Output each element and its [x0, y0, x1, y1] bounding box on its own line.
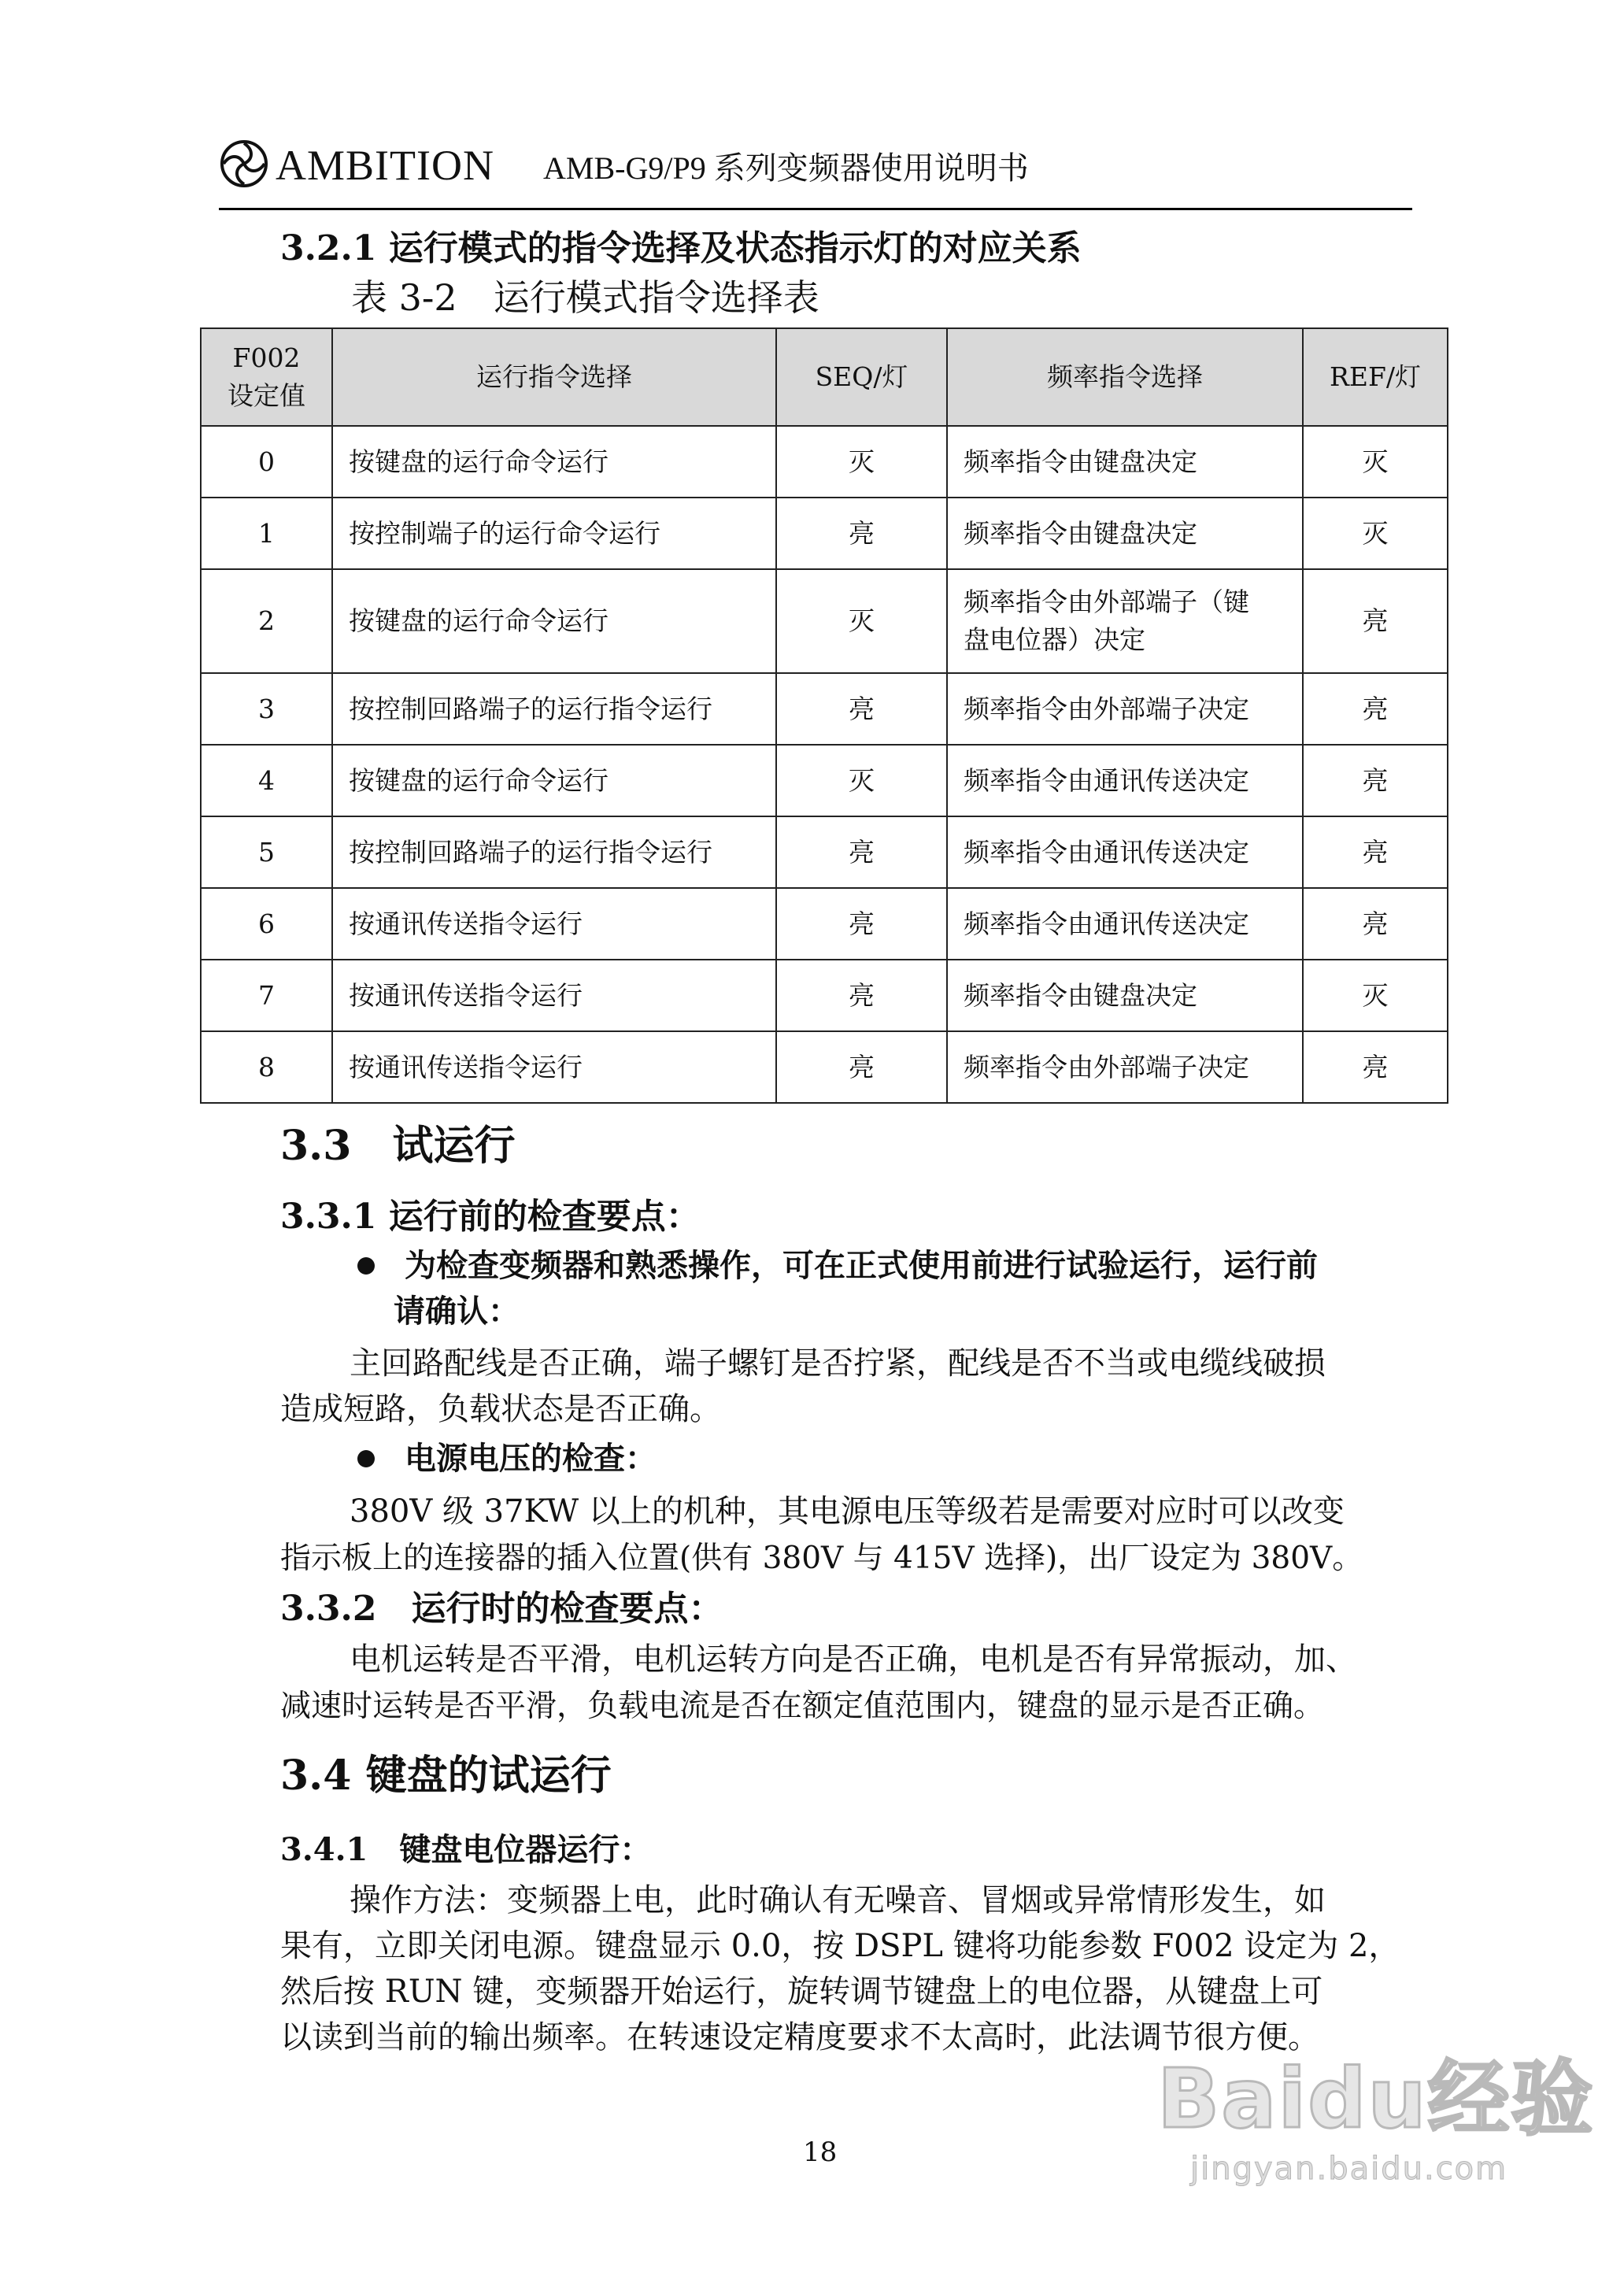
cell-freq-command: 频率指令由通讯传送决定	[947, 816, 1303, 888]
header-run-command: 运行指令选择	[332, 328, 776, 426]
cell-freq-command: 频率指令由键盘决定	[947, 960, 1303, 1031]
cell-run-command: 按键盘的运行命令运行	[332, 745, 776, 816]
ambition-logo-icon	[219, 139, 269, 189]
bullet-1-line-2: 请确认：	[394, 1293, 520, 1330]
table-row	[201, 498, 1448, 569]
cell-ref: 灭	[1303, 426, 1448, 498]
cell-ref: 灭	[1303, 498, 1448, 569]
header-f002-line2: 设定值	[228, 380, 305, 411]
run-mode-command-table	[200, 327, 1448, 1104]
cell-run-command: 按通讯传送指令运行	[332, 888, 776, 960]
cell-freq-command	[947, 569, 1303, 673]
cell-run-command: 按通讯传送指令运行	[332, 1031, 776, 1103]
section-34-heading: 3.4 键盘的试运行	[280, 1752, 612, 1800]
table-row	[201, 888, 1448, 960]
bullet-1-line-1: 为检查变频器和熟悉操作，可在正式使用前进行试验运行，运行前	[405, 1247, 1318, 1284]
table-row	[201, 673, 1448, 745]
table-row	[201, 816, 1448, 888]
cell-seq: 亮	[776, 1031, 947, 1103]
cell-freq-command: 频率指令由通讯传送决定	[947, 888, 1303, 960]
para-2-line-1: 380V 级 37KW 以上的机种，其电源电压等级若是需要对应时可以改变	[350, 1493, 1345, 1530]
cell-freq-command: 频率指令由键盘决定	[947, 498, 1303, 569]
cell-freq-command: 频率指令由外部端子决定	[947, 1031, 1303, 1103]
cell-seq: 亮	[776, 888, 947, 960]
para-2-line-2: 指示板上的连接器的插入位置(供有 380V 与 415V 选择)，出厂设定为 380V。	[280, 1541, 1363, 1576]
page-number: 18	[803, 2137, 838, 2168]
header-f002-line1: F002	[232, 342, 301, 373]
cell-seq: 灭	[776, 745, 947, 816]
header-brand: AMBITION	[276, 142, 494, 189]
para-3-line-1: 电机运转是否平滑，电机运转方向是否正确，电机是否有异常振动，加、	[350, 1641, 1357, 1678]
cell-setting: 1	[201, 498, 332, 569]
cell-setting: 5	[201, 816, 332, 888]
cell-setting: 0	[201, 426, 332, 498]
cell-ref: 亮	[1303, 673, 1448, 745]
cell-run-command: 按控制回路端子的运行指令运行	[332, 816, 776, 888]
cell-freq-line1: 频率指令由外部端子（键	[964, 586, 1249, 617]
cell-seq: 亮	[776, 960, 947, 1031]
section-321-heading: 3.2.1 运行模式的指令选择及状态指示灯的对应关系	[280, 228, 1082, 268]
table-header-row	[201, 328, 1448, 426]
para-1-line-2: 造成短路，负载状态是否正确。	[280, 1391, 721, 1427]
table-row	[201, 1031, 1448, 1103]
cell-ref: 亮	[1303, 816, 1448, 888]
bullet-dot-icon	[357, 1257, 375, 1275]
table-caption: 表 3-2 运行模式指令选择表	[351, 276, 819, 319]
cell-ref: 亮	[1303, 745, 1448, 816]
header-f002-setting	[201, 328, 332, 426]
para-1-line-1: 主回路配线是否正确，端子螺钉是否拧紧，配线是否不当或电缆线破损	[350, 1345, 1326, 1382]
cell-run-command: 按键盘的运行命令运行	[332, 426, 776, 498]
cell-freq-line2: 盘电位器）决定	[964, 624, 1145, 655]
cell-freq-command: 频率指令由通讯传送决定	[947, 745, 1303, 816]
cell-seq: 亮	[776, 816, 947, 888]
para-4-line-1: 操作方法：变频器上电，此时确认有无噪音、冒烟或异常情形发生，如	[350, 1882, 1326, 1918]
header-title: AMB-G9/P9 系列变频器使用说明书	[543, 150, 1029, 186]
cell-freq-command: 频率指令由外部端子决定	[947, 673, 1303, 745]
bullet-2: 电源电压的检查：	[405, 1440, 657, 1477]
bullet-dot-icon	[357, 1450, 375, 1467]
table-row	[201, 569, 1448, 673]
cell-setting: 4	[201, 745, 332, 816]
cell-setting: 8	[201, 1031, 332, 1103]
cell-run-command: 按通讯传送指令运行	[332, 960, 776, 1031]
cell-ref: 灭	[1303, 960, 1448, 1031]
cell-setting: 7	[201, 960, 332, 1031]
cell-setting: 3	[201, 673, 332, 745]
cell-run-command: 按控制端子的运行命令运行	[332, 498, 776, 569]
section-341-heading: 3.4.1 键盘电位器运行：	[280, 1831, 652, 1868]
cell-run-command: 按控制回路端子的运行指令运行	[332, 673, 776, 745]
header-divider	[219, 208, 1412, 210]
table-row	[201, 745, 1448, 816]
cell-ref: 亮	[1303, 888, 1448, 960]
table-row	[201, 426, 1448, 498]
para-4-line-3: 然后按 RUN 键，变频器开始运行，旋转调节键盘上的电位器，从键盘上可	[280, 1974, 1323, 2010]
cell-ref: 亮	[1303, 569, 1448, 673]
cell-freq-command: 频率指令由键盘决定	[947, 426, 1303, 498]
section-33-heading: 3.3 试运行	[280, 1122, 516, 1170]
cell-ref: 亮	[1303, 1031, 1448, 1103]
header-freq-command: 频率指令选择	[947, 328, 1303, 426]
table-row	[201, 960, 1448, 1031]
baidu-watermark-url: jingyan.baidu.com	[1190, 2151, 1508, 2187]
baidu-watermark: Baidu经验	[1157, 2051, 1595, 2147]
para-4-line-2: 果有，立即关闭电源。键盘显示 0.0，按 DSPL 键将功能参数 F002 设定为 2，	[280, 1928, 1400, 1964]
cell-seq: 灭	[776, 569, 947, 673]
header-seq-lamp: SEQ/灯	[776, 328, 947, 426]
cell-seq: 灭	[776, 426, 947, 498]
section-331-heading: 3.3.1 运行前的检查要点：	[280, 1197, 701, 1237]
cell-seq: 亮	[776, 498, 947, 569]
cell-setting: 6	[201, 888, 332, 960]
cell-seq: 亮	[776, 673, 947, 745]
cell-setting: 2	[201, 569, 332, 673]
section-332-heading: 3.3.2 运行时的检查要点：	[280, 1589, 723, 1629]
para-4-line-4: 以读到当前的输出频率。在转速设定精度要求不太高时，此法调节很方便。	[280, 2019, 1319, 2055]
header-ref-lamp: REF/灯	[1303, 328, 1448, 426]
para-3-line-2: 减速时运转是否平滑，负载电流是否在额定值范围内，键盘的显示是否正确。	[280, 1689, 1325, 1724]
cell-run-command: 按键盘的运行命令运行	[332, 569, 776, 673]
